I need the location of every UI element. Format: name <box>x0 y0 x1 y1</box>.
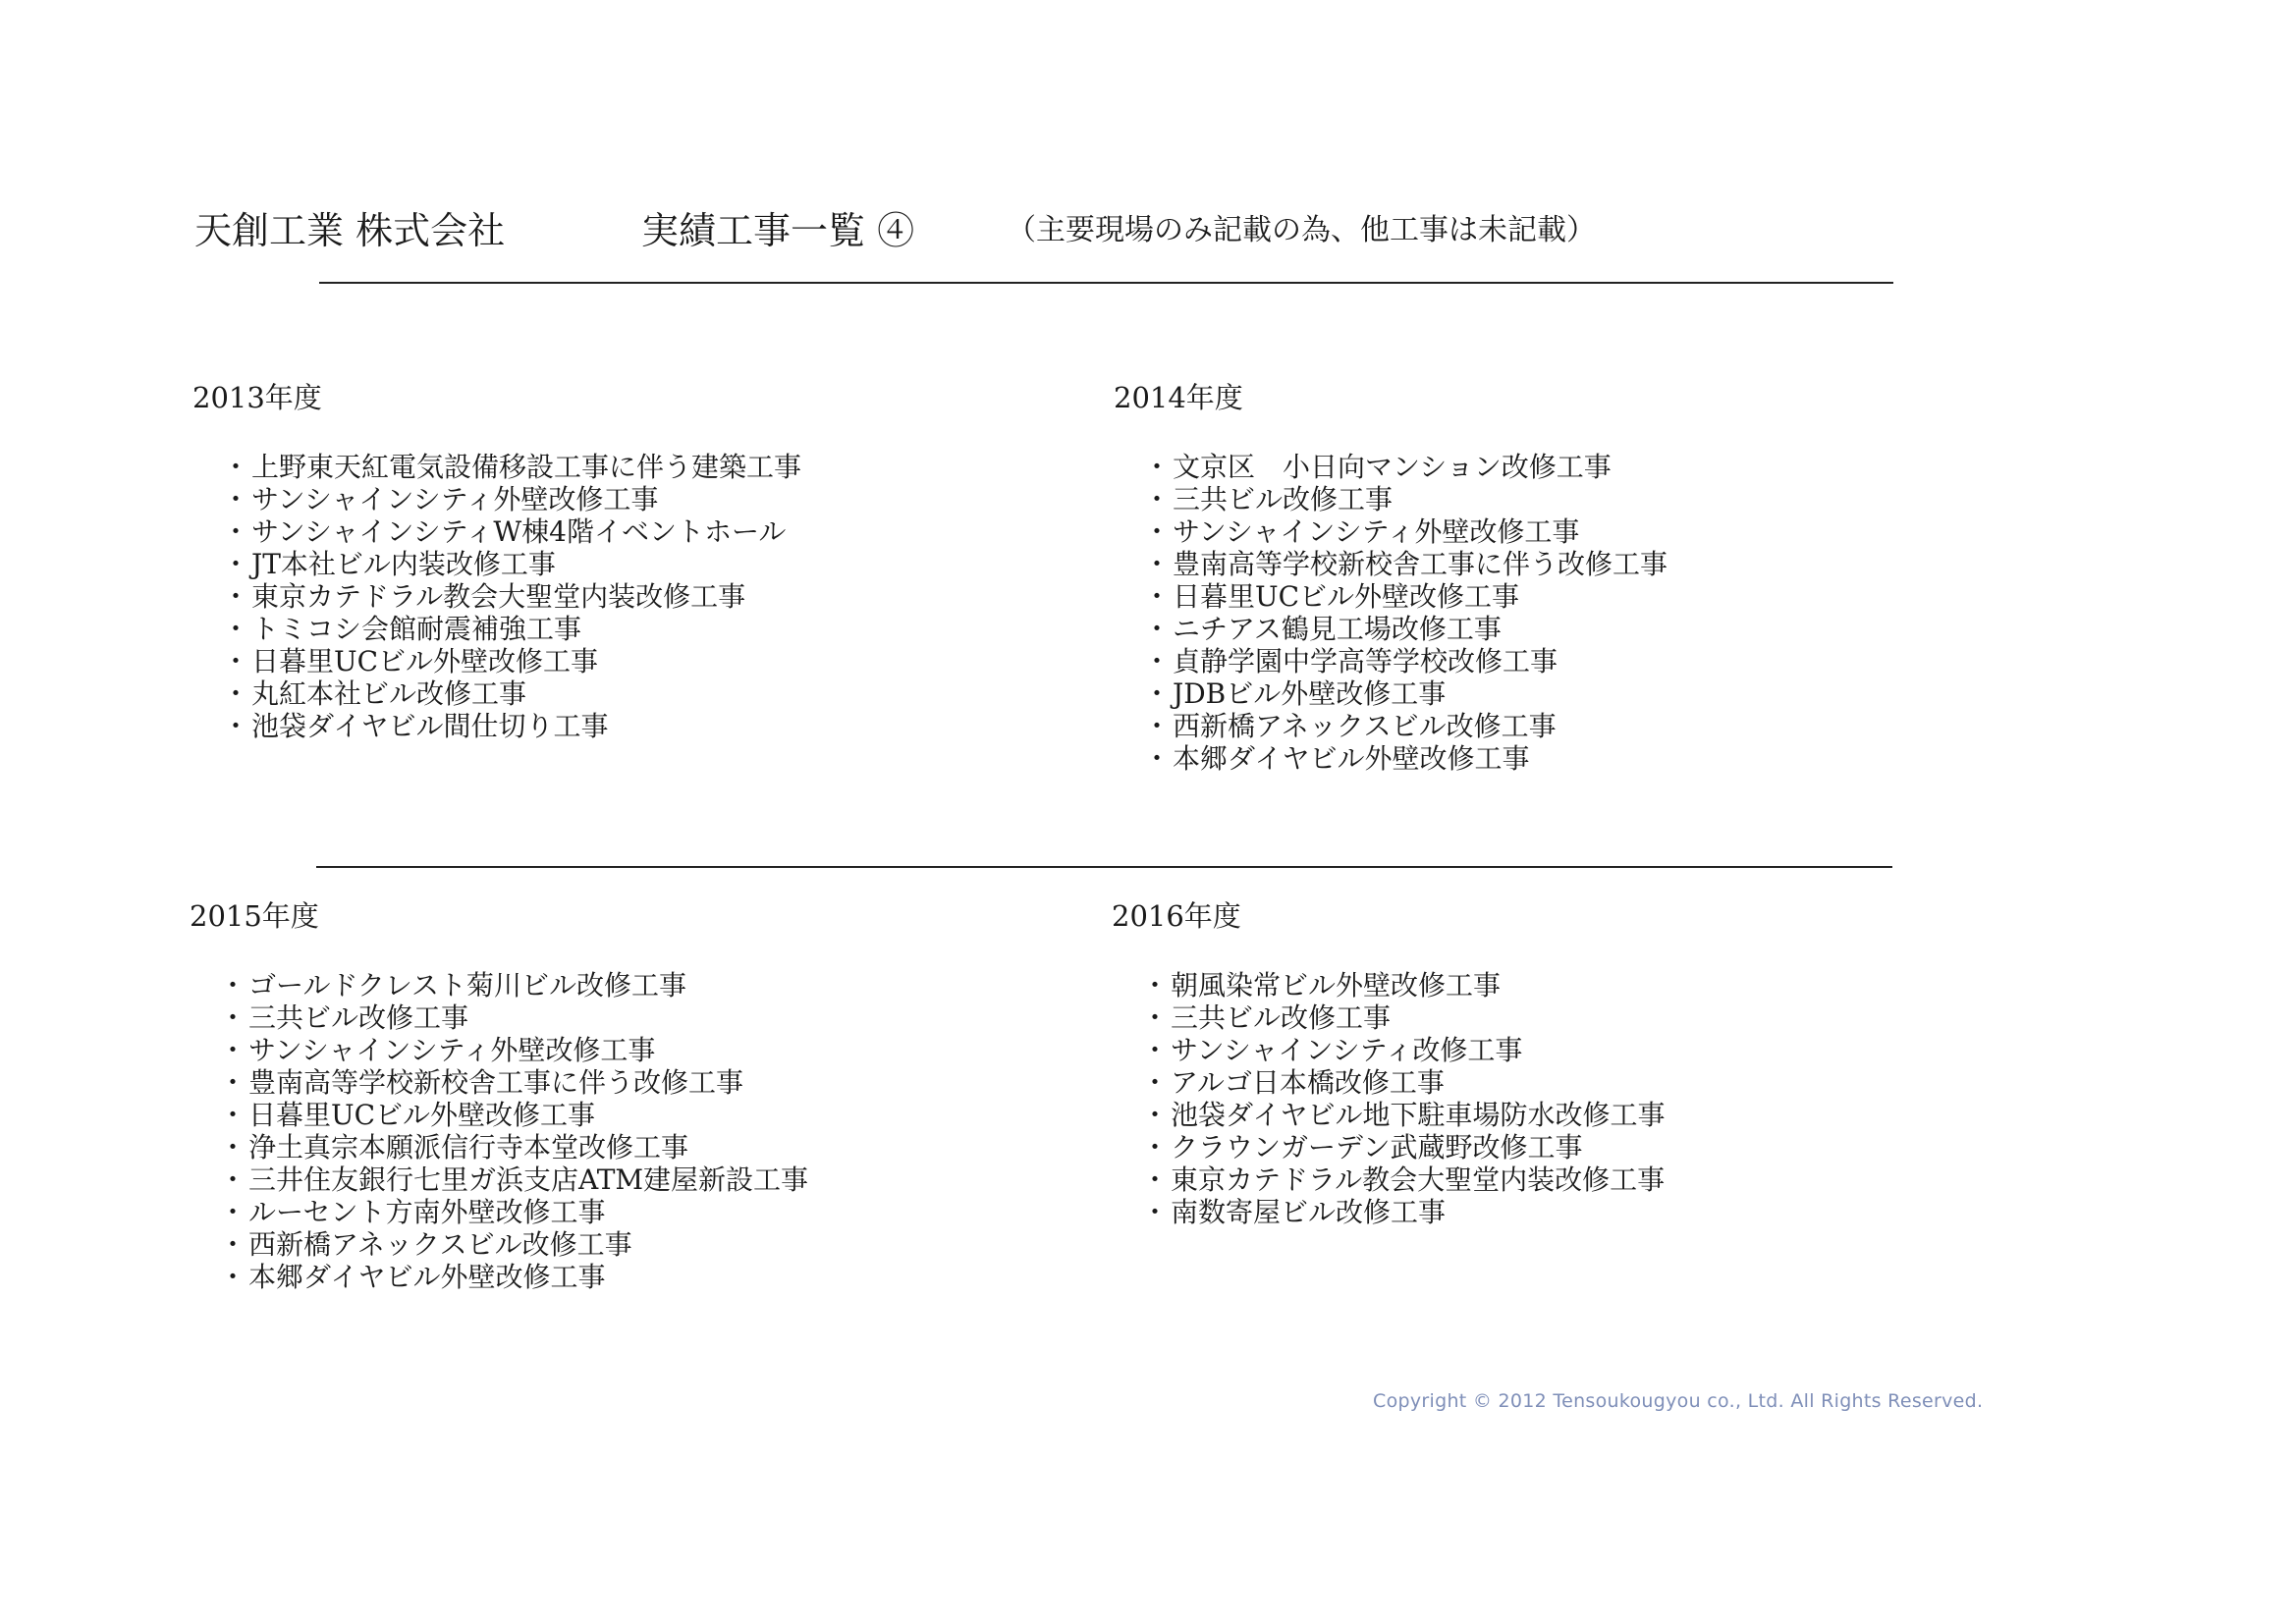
list-item: ・ サンシャインシティ改修工事 <box>1112 1034 1665 1066</box>
list-item: ・ 西新橋アネックスビル改修工事 <box>1114 710 1667 742</box>
document-title: 実績工事一覧 ④ <box>641 209 915 252</box>
list-item: ・ 上野東天紅電気設備移設工事に伴う建築工事 <box>192 451 801 483</box>
section-heading: 2016年度 <box>1112 899 1241 933</box>
header-divider <box>319 282 1893 284</box>
list-item: ・ ニチアス鶴見工場改修工事 <box>1114 613 1667 645</box>
section-heading: 2014年度 <box>1114 381 1243 414</box>
section-2014 <box>1114 378 1667 775</box>
project-list <box>192 451 801 742</box>
project-list <box>1114 451 1667 775</box>
section-2016 <box>1112 896 1665 1228</box>
list-item: ・ 三共ビル改修工事 <box>190 1001 808 1034</box>
company-name: 天創工業 株式会社 <box>194 209 506 252</box>
page-header <box>194 201 1903 260</box>
list-item: ・ サンシャインシティW棟4階イベントホール <box>192 515 801 548</box>
header-note: （主要現場のみ記載の為、他工事は未記載） <box>1007 213 1596 247</box>
list-item: ・ ゴールドクレスト菊川ビル改修工事 <box>190 969 808 1001</box>
section-2015 <box>190 896 808 1293</box>
section-heading: 2013年度 <box>192 381 322 414</box>
project-list <box>1112 969 1665 1228</box>
copyright-notice: Copyright © 2012 Tensoukougyou co., Ltd. All Rights Reserved. <box>1373 1390 1984 1412</box>
list-item: ・ サンシャインシティ外壁改修工事 <box>190 1034 808 1066</box>
list-item: ・ 日暮里UCビル外壁改修工事 <box>192 645 801 677</box>
list-item: ・ 文京区 小日向マンション改修工事 <box>1114 451 1667 483</box>
list-item: ・ 豊南高等学校新校舎工事に伴う改修工事 <box>1114 548 1667 580</box>
list-item: ・ アルゴ日本橋改修工事 <box>1112 1066 1665 1099</box>
section-2013 <box>192 378 801 742</box>
list-item: ・ 三共ビル改修工事 <box>1112 1001 1665 1034</box>
list-item: ・ 西新橋アネックスビル改修工事 <box>190 1228 808 1261</box>
list-item: ・ 貞静学園中学高等学校改修工事 <box>1114 645 1667 677</box>
project-list <box>190 969 808 1293</box>
list-item: ・ トミコシ会館耐震補強工事 <box>192 613 801 645</box>
list-item: ・ 豊南高等学校新校舎工事に伴う改修工事 <box>190 1066 808 1099</box>
list-item: ・ 本郷ダイヤビル外壁改修工事 <box>1114 742 1667 775</box>
list-item: ・ 池袋ダイヤビル地下駐車場防水改修工事 <box>1112 1099 1665 1131</box>
list-item: ・ 東京カテドラル教会大聖堂内装改修工事 <box>1112 1163 1665 1196</box>
list-item: ・ 三共ビル改修工事 <box>1114 483 1667 515</box>
list-item: ・ サンシャインシティ外壁改修工事 <box>1114 515 1667 548</box>
list-item: ・ 南数寄屋ビル改修工事 <box>1112 1196 1665 1228</box>
list-item: ・ 東京カテドラル教会大聖堂内装改修工事 <box>192 580 801 613</box>
list-item: ・ 朝風染常ビル外壁改修工事 <box>1112 969 1665 1001</box>
list-item: ・ ルーセント方南外壁改修工事 <box>190 1196 808 1228</box>
list-item: ・ 三井住友銀行七里ガ浜支店ATM建屋新設工事 <box>190 1163 808 1196</box>
section-heading: 2015年度 <box>190 899 319 933</box>
list-item: ・ 丸紅本社ビル改修工事 <box>192 677 801 710</box>
list-item: ・ 日暮里UCビル外壁改修工事 <box>1114 580 1667 613</box>
list-item: ・ JT本社ビル内装改修工事 <box>192 548 801 580</box>
list-item: ・ 池袋ダイヤビル間仕切り工事 <box>192 710 801 742</box>
list-item: ・ 日暮里UCビル外壁改修工事 <box>190 1099 808 1131</box>
list-item: ・ JDBビル外壁改修工事 <box>1114 677 1667 710</box>
list-item: ・ クラウンガーデン武蔵野改修工事 <box>1112 1131 1665 1163</box>
list-item: ・ 本郷ダイヤビル外壁改修工事 <box>190 1261 808 1293</box>
list-item: ・ サンシャインシティ外壁改修工事 <box>192 483 801 515</box>
list-item: ・ 浄土真宗本願派信行寺本堂改修工事 <box>190 1131 808 1163</box>
middle-divider <box>316 866 1892 868</box>
